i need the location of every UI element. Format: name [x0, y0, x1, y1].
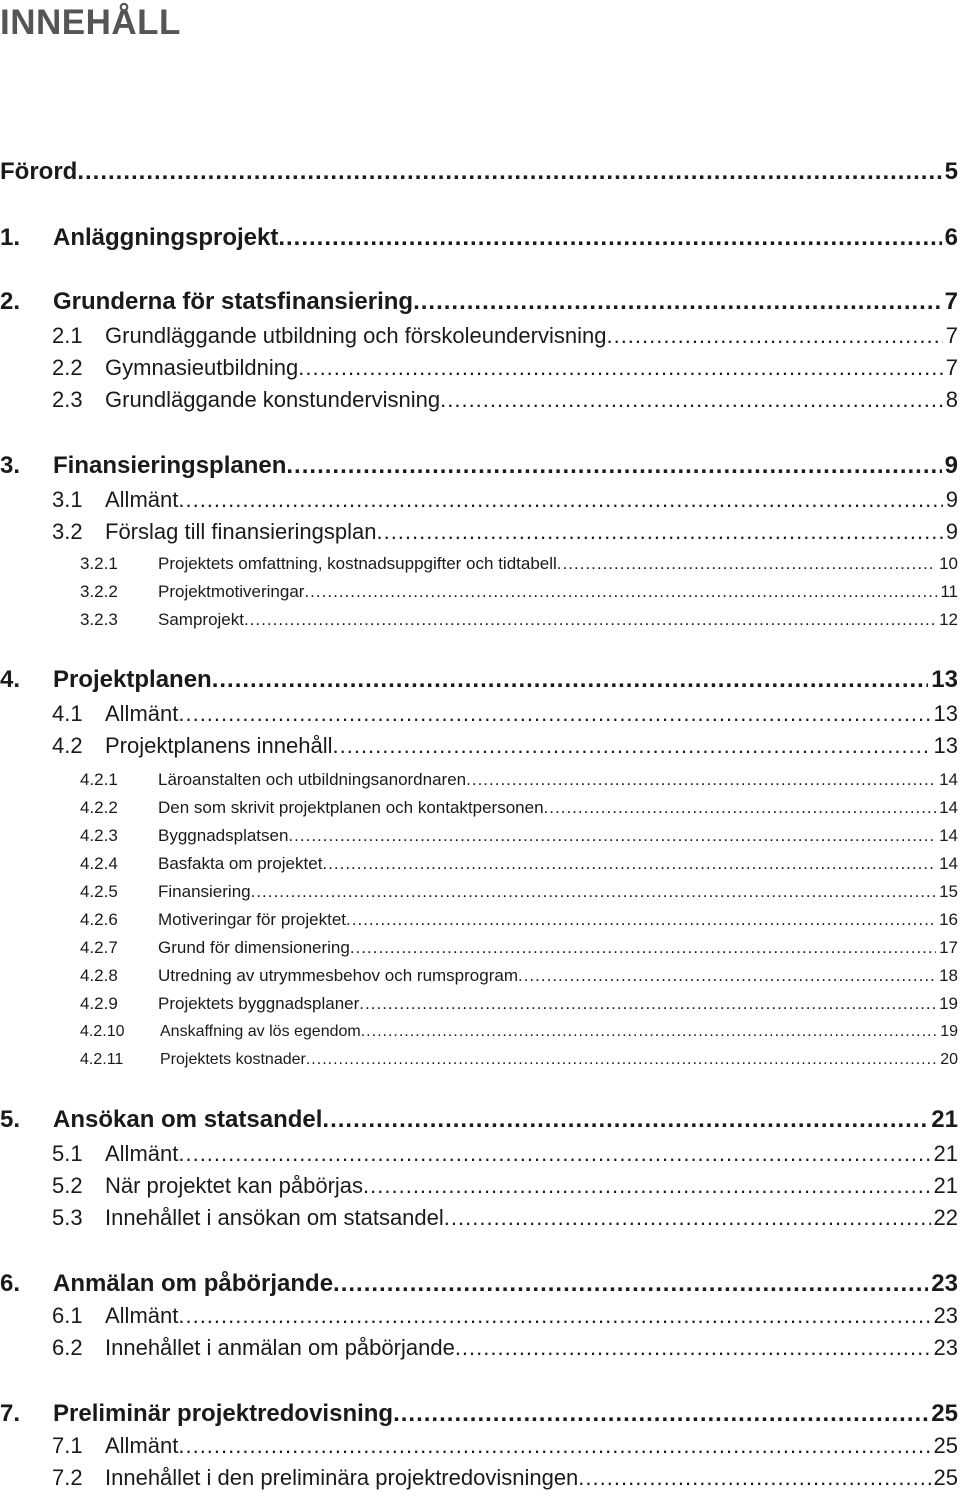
toc-entry-title: Basfakta om projektet	[158, 854, 323, 873]
toc-dot-leader	[244, 607, 936, 633]
toc-entry-number: 4.2.9	[80, 994, 118, 1013]
toc-entry-title: Anmälan om påbörjande	[53, 1270, 334, 1297]
toc-entry-number: 4.2.7	[80, 938, 118, 957]
toc-dot-leader	[178, 1431, 930, 1461]
toc-entry-page: 15	[939, 882, 958, 901]
toc-entry-title: Grundläggande konstundervisning	[105, 387, 441, 412]
toc-entry-number: 7.2	[52, 1465, 83, 1490]
toc-dot-leader	[376, 517, 942, 547]
toc-heading: INNEHÅLL	[0, 3, 181, 42]
toc-entry[interactable]	[80, 1019, 958, 1045]
toc-entry-number: 4.	[0, 666, 21, 693]
toc-entry[interactable]	[52, 1139, 958, 1169]
toc-entry-title: Grund för dimensionering	[158, 938, 350, 957]
toc-entry[interactable]	[52, 485, 958, 515]
toc-entry-number: 3.2.2	[80, 582, 118, 601]
toc-entry-number: 3.	[0, 452, 21, 479]
toc-dot-leader	[361, 1019, 937, 1045]
toc-dot-leader	[278, 222, 941, 254]
toc-entry[interactable]	[80, 1047, 958, 1073]
toc-entry-title: Förslag till finansieringsplan	[105, 519, 377, 544]
toc-entry-page: 9	[945, 519, 958, 544]
toc-entry-number: 4.2.3	[80, 826, 118, 845]
toc-entry-title: Grundläggande utbildning och förskoleundervisning	[105, 323, 607, 348]
toc-entry-number: 5.2	[52, 1173, 83, 1198]
toc-entry-number: 3.2.1	[80, 554, 118, 573]
toc-dot-leader	[557, 551, 936, 577]
toc-entry-page: 23	[933, 1335, 958, 1360]
toc-dot-leader	[578, 1463, 930, 1493]
toc-entry[interactable]	[80, 851, 958, 877]
toc-entry-title: Den som skrivit projektplanen och kontaktpersonen	[158, 798, 544, 817]
toc-entry-page: 14	[939, 854, 958, 873]
toc-entry-number: 6.	[0, 1270, 21, 1297]
toc-entry[interactable]	[52, 353, 958, 383]
toc-entry-page: 25	[933, 1465, 958, 1490]
toc-entry-title: Gymnasieutbildning	[105, 355, 299, 380]
toc-entry-number: 3.1	[52, 487, 83, 512]
toc-entry-page: 9	[944, 452, 958, 479]
toc-entry-page: 18	[939, 966, 958, 985]
toc-entry-page: 22	[933, 1205, 958, 1230]
toc-entry-number: 6.2	[52, 1335, 83, 1360]
toc-dot-leader	[518, 963, 936, 989]
toc-entry-title: Projektplanens innehåll	[105, 733, 333, 758]
toc-entry[interactable]	[52, 1333, 958, 1363]
toc-entry[interactable]	[52, 731, 958, 761]
toc-entry-page: 19	[939, 994, 958, 1013]
toc-dot-leader	[466, 767, 936, 793]
toc-entry[interactable]	[80, 823, 958, 849]
toc-entry-page: 21	[933, 1141, 958, 1166]
toc-entry-number: 4.2.4	[80, 854, 118, 873]
toc-entry-page: 12	[939, 610, 958, 629]
toc-dot-leader	[350, 935, 936, 961]
toc-entry-number: 7.1	[52, 1433, 83, 1458]
toc-dot-leader	[251, 879, 936, 905]
toc-entry-number: 4.2.2	[80, 798, 118, 817]
toc-dot-leader	[333, 731, 931, 761]
toc-entry-page: 13	[931, 666, 958, 693]
toc-entry-title: Läroanstalten och utbildningsanordnaren	[158, 770, 467, 789]
toc-entry-page: 17	[939, 938, 958, 957]
toc-entry[interactable]	[0, 664, 958, 696]
toc-entry-page: 13	[933, 701, 958, 726]
toc-entry-page: 23	[931, 1270, 958, 1297]
toc-entry-title: Samprojekt	[158, 610, 244, 629]
toc-dot-leader	[359, 991, 936, 1017]
toc-entry[interactable]	[80, 795, 958, 821]
toc-entry-number: 4.2	[52, 733, 83, 758]
toc-dot-leader	[306, 1047, 937, 1073]
toc-entry-title: Utredning av utrymmesbehov och rumsprogram	[158, 966, 518, 985]
toc-entry-title: Anskaffning av lös egendom	[160, 1023, 361, 1040]
toc-entry[interactable]	[80, 579, 958, 605]
toc-dot-leader	[178, 1301, 930, 1331]
toc-entry-number: 4.2.10	[80, 1023, 125, 1040]
toc-entry-title: När projektet kan påbörjas	[105, 1173, 364, 1198]
toc-entry-number: 5.3	[52, 1205, 83, 1230]
toc-entry-number: 2.1	[52, 323, 83, 348]
toc-entry-page: 25	[931, 1400, 958, 1427]
toc-dot-leader	[333, 1268, 928, 1300]
toc-entry-title: Allmänt	[105, 1433, 179, 1458]
toc-entry-page: 13	[933, 733, 958, 758]
toc-entry-title: Ansökan om statsandel	[53, 1106, 323, 1133]
toc-dot-leader	[178, 699, 930, 729]
toc-entry[interactable]	[52, 1203, 958, 1233]
toc-entry[interactable]	[52, 321, 958, 351]
toc-entry-page: 14	[939, 770, 958, 789]
toc-dot-leader	[393, 1398, 928, 1430]
toc-entry-title: Motiveringar för projektet	[158, 910, 347, 929]
toc-dot-leader	[363, 1171, 930, 1201]
toc-dot-leader	[178, 485, 942, 515]
toc-entry[interactable]	[80, 607, 958, 633]
toc-entry[interactable]	[0, 286, 958, 318]
toc-dot-leader	[288, 823, 936, 849]
toc-entry-title: Allmänt	[105, 701, 179, 726]
toc-entry[interactable]	[52, 385, 958, 415]
toc-entry-number: 2.3	[52, 387, 83, 412]
toc-entry[interactable]	[0, 1398, 958, 1430]
toc-entry-page: 19	[940, 1023, 958, 1040]
toc-entry-title: Innehållet i anmälan om påbörjande	[105, 1335, 455, 1360]
toc-entry-page: 25	[933, 1433, 958, 1458]
toc-entry-title: Allmänt	[105, 1141, 179, 1166]
toc-entry-title: Finansiering	[158, 882, 251, 901]
toc-entry-title: Projektmotiveringar	[158, 582, 305, 601]
toc-entry-number: 4.2.6	[80, 910, 118, 929]
toc-entry-page: 8	[945, 387, 958, 412]
toc-dot-leader	[212, 664, 929, 696]
toc-entry-number: 1.	[0, 224, 21, 251]
toc-entry-page: 7	[944, 288, 958, 315]
toc-dot-leader	[286, 450, 941, 482]
toc-entry-title: Projektplanen	[53, 666, 212, 693]
toc-entry-number: 7.	[0, 1400, 21, 1427]
toc-entry-page: 5	[944, 158, 958, 185]
toc-entry[interactable]	[52, 1463, 958, 1493]
toc-entry[interactable]	[0, 450, 958, 482]
toc-dot-leader	[304, 579, 937, 605]
toc-entry-title: Förord	[0, 158, 78, 185]
toc-dot-leader	[346, 907, 936, 933]
toc-entry[interactable]	[80, 879, 958, 905]
toc-dot-leader	[455, 1333, 931, 1363]
toc-entry[interactable]	[52, 1431, 958, 1461]
toc-dot-leader	[444, 1203, 931, 1233]
toc-entry-number: 5.1	[52, 1141, 83, 1166]
toc-entry-title: Byggnadsplatsen	[158, 826, 289, 845]
toc-entry-number: 4.1	[52, 701, 83, 726]
toc-dot-leader	[322, 1104, 928, 1136]
toc-entry-page: 7	[945, 355, 958, 380]
toc-entry[interactable]	[80, 767, 958, 793]
toc-entry-page: 14	[939, 826, 958, 845]
toc-entry[interactable]	[52, 1171, 958, 1201]
toc-entry-page: 16	[939, 910, 958, 929]
toc-entry-title: Innehållet i den preliminära projektredovisningen	[105, 1465, 579, 1490]
toc-entry[interactable]	[0, 156, 958, 188]
toc-entry-title: Allmänt	[105, 487, 179, 512]
toc-dot-leader	[606, 321, 942, 351]
toc-dot-leader	[77, 156, 941, 188]
toc-dot-leader	[322, 851, 936, 877]
toc-entry-title: Projektets omfattning, kostnadsuppgifter och tidtabell	[158, 554, 557, 573]
toc-entry[interactable]	[80, 991, 958, 1017]
toc-entry[interactable]	[80, 935, 958, 961]
toc-entry[interactable]	[52, 1301, 958, 1331]
toc-entry-page: 21	[933, 1173, 958, 1198]
toc-entry[interactable]	[0, 1268, 958, 1300]
toc-entry-title: Grunderna för statsfinansiering	[53, 288, 414, 315]
toc-entry-number: 5.	[0, 1106, 21, 1133]
toc-entry[interactable]	[80, 963, 958, 989]
toc-entry-number: 4.2.5	[80, 882, 118, 901]
toc-entry-title: Innehållet i ansökan om statsandel	[105, 1205, 444, 1230]
toc-entry-number: 4.2.1	[80, 770, 118, 789]
toc-entry-page: 11	[940, 582, 958, 601]
toc-entry-number: 4.2.8	[80, 966, 118, 985]
toc-entry-number: 6.1	[52, 1303, 83, 1328]
toc-entry-title: Projektets byggnadsplaner	[158, 994, 360, 1013]
toc-dot-leader	[178, 1139, 930, 1169]
toc-entry-page: 20	[940, 1051, 958, 1068]
toc-entry-title: Anläggningsprojekt	[53, 224, 279, 251]
toc-entry-page: 14	[939, 798, 958, 817]
toc-entry-page: 6	[944, 224, 958, 251]
toc-entry-number: 3.2.3	[80, 610, 118, 629]
toc-entry-page: 9	[945, 487, 958, 512]
toc-entry-page: 23	[933, 1303, 958, 1328]
toc-entry[interactable]	[80, 907, 958, 933]
toc-dot-leader	[544, 795, 937, 821]
toc-dot-leader	[440, 385, 943, 415]
toc-entry-page: 10	[939, 554, 958, 573]
toc-entry[interactable]	[0, 1104, 958, 1136]
toc-entry-page: 21	[931, 1106, 958, 1133]
toc-dot-leader	[298, 353, 943, 383]
toc-entry-number: 2.2	[52, 355, 83, 380]
toc-entry-number: 2.	[0, 288, 21, 315]
toc-entry-title: Allmänt	[105, 1303, 179, 1328]
toc-entry-page: 7	[945, 323, 958, 348]
toc-entry[interactable]	[80, 551, 958, 577]
toc-entry[interactable]	[0, 222, 958, 254]
toc-entry-title: Finansieringsplanen	[53, 452, 287, 479]
toc-entry-number: 4.2.11	[80, 1051, 124, 1068]
toc-dot-leader	[413, 286, 942, 318]
toc-entry-title: Preliminär projektredovisning	[53, 1400, 394, 1427]
toc-entry[interactable]	[52, 517, 958, 547]
toc-entry-number: 3.2	[52, 519, 83, 544]
toc-entry-title: Projektets kostnader	[160, 1051, 306, 1068]
toc-entry[interactable]	[52, 699, 958, 729]
